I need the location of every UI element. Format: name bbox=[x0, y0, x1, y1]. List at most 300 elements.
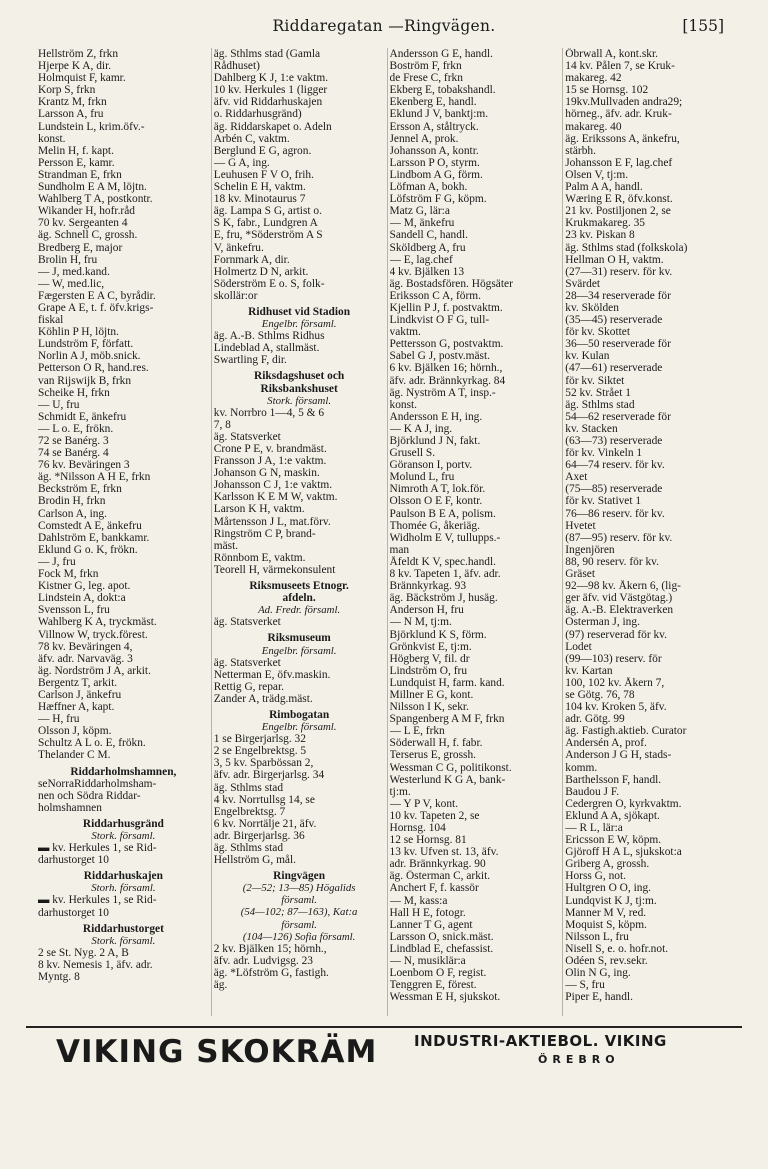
directory-entry: darhustorget 10 bbox=[38, 906, 109, 919]
directory-entry: Köhlin P H, löjtn. bbox=[38, 326, 119, 339]
directory-column-3 bbox=[390, 48, 564, 1016]
directory-entry: Hæffner A, kapt. bbox=[38, 701, 115, 714]
directory-entry: Norlin A J, möb.snick. bbox=[38, 350, 141, 363]
directory-entry: Dahlberg K J, 1:e vaktm. bbox=[213, 72, 329, 85]
directory-entry: Hellström Z, frkn bbox=[38, 48, 119, 60]
directory-entry: Ingenjören bbox=[565, 543, 615, 556]
directory-entry: 2 se St. Nyg. 2 A, B bbox=[38, 946, 129, 959]
directory-entry: Söderström E o. S, folk- bbox=[213, 277, 325, 290]
directory-entry: Nilsson L, fru bbox=[565, 930, 629, 943]
directory-entry: Riddarholmshamnen, bbox=[70, 765, 177, 778]
directory-entry: Anderson H, fru bbox=[389, 604, 464, 617]
directory-entry: äg. Nordström J A, arkit. bbox=[38, 664, 151, 677]
directory-entry: Boström F, frkn bbox=[389, 60, 462, 73]
directory-entry: för kv. Siktet bbox=[565, 374, 625, 387]
directory-entry: adr. Brännkyrkag. 90 bbox=[389, 858, 486, 871]
directory-entry: — J, fru bbox=[38, 555, 76, 568]
directory-entry: för kv. Skottet bbox=[565, 326, 631, 339]
directory-entry: Crone P E, v. brandmäst. bbox=[213, 443, 327, 455]
directory-entry: 13 kv. Ufven st. 13, äfv. bbox=[389, 846, 499, 859]
directory-column-4 bbox=[565, 48, 738, 1016]
directory-entry: Pettersson G, postvaktm. bbox=[389, 338, 504, 351]
directory-entry: Wæring E R, öfv.konst. bbox=[565, 193, 673, 206]
directory-entry: — G A, ing. bbox=[213, 156, 270, 169]
directory-entry: 6 kv. Bjälken 16; hörnh., bbox=[389, 362, 503, 375]
directory-entry: Storh. församl. bbox=[91, 882, 156, 895]
directory-entry: Horss G, not. bbox=[565, 870, 627, 883]
directory-entry: Rimbogatan bbox=[269, 708, 330, 721]
directory-entry: (99—103) reserv. för bbox=[565, 652, 662, 665]
directory-entry: V, änkefru. bbox=[213, 241, 264, 254]
directory-entry: Johanson G N, maskin. bbox=[213, 467, 320, 480]
directory-entry: Johansson E F, lag.chef bbox=[565, 156, 673, 169]
directory-entry: o. Riddarhusgränd) bbox=[213, 108, 302, 121]
directory-entry: Teorell H, värmekonsulent bbox=[213, 563, 336, 576]
directory-entry: 88, 90 reserv. för kv. bbox=[565, 555, 659, 568]
directory-entry: Fornmark A, dir. bbox=[213, 253, 290, 266]
ad-brand: VIKING SKOKRÄM bbox=[56, 1034, 378, 1070]
directory-entry: Scheike H, frkn bbox=[38, 386, 110, 399]
directory-entry: Hvetet bbox=[565, 519, 596, 532]
directory-entry: holmshamnen bbox=[38, 801, 102, 814]
directory-entry: Lindström O, fru bbox=[389, 664, 468, 677]
directory-entry: äg. Nyström A T, insp.- bbox=[389, 386, 496, 399]
directory-entry: äg. Sthlms stad (Gamla bbox=[213, 48, 321, 60]
directory-columns bbox=[38, 48, 738, 1016]
directory-entry: Axet bbox=[565, 471, 588, 484]
directory-entry: — E, lag.chef bbox=[389, 253, 453, 266]
directory-entry: nen och Södra Riddar- bbox=[38, 789, 141, 802]
directory-entry: Lindblad E, chefassist. bbox=[389, 942, 494, 955]
advertisement-banner bbox=[26, 1026, 742, 1078]
directory-entry: 23 kv. Piskan 8 bbox=[565, 229, 635, 242]
directory-entry: ▬ kv. Herkules 1, se Rid- bbox=[38, 894, 157, 907]
directory-entry: Ericsson E W, köpm. bbox=[565, 834, 662, 847]
directory-entry: Lindeblad A, stallmäst. bbox=[213, 342, 320, 355]
directory-entry: Carlson J, änkefru bbox=[38, 688, 122, 701]
directory-entry: äg. A.-B. Elektraverken bbox=[565, 604, 674, 617]
directory-entry: äfv. adr. Narvaväg. 3 bbox=[38, 652, 133, 665]
page-title: Riddaregatan —Ringvägen. bbox=[272, 17, 496, 35]
directory-entry: Björklund J N, fakt. bbox=[389, 435, 481, 447]
directory-entry: 54—62 reserverade för bbox=[565, 410, 671, 423]
directory-entry: äg. bbox=[213, 979, 228, 992]
directory-entry: äg. Österman C, arkit. bbox=[389, 870, 491, 883]
directory-entry: Wessman E H, sjukskot. bbox=[389, 991, 501, 1004]
directory-entry: för kv. Stativet 1 bbox=[565, 495, 642, 508]
directory-entry: Sköldberg A, fru bbox=[389, 241, 466, 254]
directory-entry: 64—74 reserv. för kv. bbox=[565, 459, 665, 472]
directory-entry: stärbh. bbox=[565, 144, 596, 157]
directory-entry: ger äfv. vid Västgötag.) bbox=[565, 592, 673, 605]
directory-entry: äg. Sthlms stad bbox=[565, 398, 635, 411]
directory-entry: seNorraRiddarholmsham- bbox=[38, 777, 157, 790]
directory-entry: E, fru, *Söderström A S bbox=[213, 229, 323, 242]
directory-entry: Westerlund K G A, bank- bbox=[389, 773, 506, 786]
directory-entry: äg. *Nilsson A H E, frkn bbox=[38, 471, 151, 484]
directory-entry: 72 se Banérg. 3 bbox=[38, 435, 109, 447]
directory-entry: Lindkvist O F G, tull- bbox=[389, 314, 490, 327]
directory-entry: — L E, frkn bbox=[389, 725, 445, 738]
directory-entry: 8 kv. Tapeten 1, äfv. adr. bbox=[389, 568, 501, 581]
directory-entry: — W, med.lic, bbox=[38, 277, 105, 290]
directory-entry: församl. bbox=[281, 894, 317, 907]
directory-entry: Rådhuset) bbox=[213, 60, 260, 73]
directory-entry: (97) reserverad för kv. bbox=[565, 628, 667, 641]
directory-entry: komm. bbox=[565, 761, 598, 774]
directory-entry: Spangenberg A M F, frkn bbox=[389, 713, 505, 726]
directory-entry: kv. Kulan bbox=[565, 350, 610, 363]
directory-entry: 28—34 reserverade för bbox=[565, 289, 671, 302]
directory-entry: Krantz M, frkn bbox=[38, 96, 107, 109]
directory-entry: äg. Schnell C, grossh. bbox=[38, 229, 138, 242]
directory-entry: (75—85) reserverade bbox=[565, 483, 663, 496]
directory-entry: kv. Stacken bbox=[565, 422, 618, 435]
directory-entry: Riddarhustorget bbox=[82, 922, 164, 935]
directory-entry: 92—98 kv. Åkern 6, (lig- bbox=[565, 580, 681, 593]
directory-entry: Hornsg. 104 bbox=[389, 822, 446, 834]
directory-entry: Olsson J, köpm. bbox=[38, 725, 112, 738]
directory-entry: Björklund K S, förm. bbox=[389, 628, 487, 641]
directory-entry: Söderwall H, f. fabr. bbox=[389, 737, 483, 750]
directory-entry: 15 se Hornsg. 102 bbox=[565, 84, 649, 97]
directory-entry: S K, fabr., Lundgren A bbox=[213, 217, 318, 230]
directory-entry: (87—95) reserv. för kv. bbox=[565, 531, 673, 544]
directory-entry: äg. Sthlms stad (folkskola) bbox=[565, 241, 688, 254]
directory-entry: Grape A E, t. f. öfv.krigs- bbox=[38, 301, 154, 314]
directory-entry: Larson K H, vaktm. bbox=[213, 503, 305, 516]
directory-entry: se Götg. 76, 78 bbox=[565, 688, 635, 701]
directory-entry: Moquist S, köpm. bbox=[565, 918, 647, 931]
directory-entry: (35—45) reserverade bbox=[565, 314, 663, 327]
directory-entry: Löfström F G, köpm. bbox=[389, 193, 487, 206]
directory-entry: Anchert F, f. kassör bbox=[389, 882, 479, 895]
directory-entry: 18 kv. Minotaurus 7 bbox=[213, 193, 306, 206]
directory-entry: Griberg A, grossh. bbox=[565, 858, 650, 871]
directory-entry: Matz G, lär:a bbox=[389, 205, 450, 218]
directory-entry: Lundström F, författ. bbox=[38, 338, 134, 351]
directory-entry: ▬ kv. Herkules 1, se Rid- bbox=[38, 842, 157, 855]
page-header bbox=[0, 14, 768, 40]
directory-entry: (27—31) reserv. för kv. bbox=[565, 265, 673, 278]
directory-entry: Wahlberg K A, tryckmäst. bbox=[38, 616, 157, 629]
directory-entry: Lundqvist K J, tj:m. bbox=[565, 894, 657, 907]
directory-entry: Eriksson C A, förm. bbox=[389, 289, 481, 302]
directory-entry: Lundquist H, farm. kand. bbox=[389, 676, 505, 689]
directory-entry: (104—126) Sofia församl. bbox=[242, 930, 356, 943]
directory-entry: konst. bbox=[38, 132, 66, 145]
directory-entry: fiskal bbox=[38, 314, 64, 327]
directory-entry: Riksbankshuset bbox=[260, 382, 338, 395]
directory-entry: 70 kv. Sergeanten 4 bbox=[38, 217, 128, 230]
directory-entry: äg. Statsverket bbox=[213, 656, 281, 669]
directory-entry: Ersson A, ståltryck. bbox=[389, 120, 479, 133]
directory-entry: (47—61) reserverade bbox=[565, 362, 663, 375]
directory-entry: Brodin H, frkn bbox=[38, 495, 106, 508]
directory-entry: äg. Bostadsfören. Högsäter bbox=[389, 277, 513, 290]
directory-entry: Nisell S, e. o. hofr.not. bbox=[565, 942, 669, 955]
directory-entry: Andersson G E, handl. bbox=[389, 48, 493, 60]
directory-entry: Lanner T G, agent bbox=[389, 918, 473, 931]
directory-entry: Zander A, trädg.mäst. bbox=[213, 692, 313, 705]
directory-entry: Comstedt A E, änkefru bbox=[38, 519, 142, 532]
directory-entry: — L o. E, frökn. bbox=[38, 422, 114, 435]
directory-entry: Schultz A L o. E, frökn. bbox=[38, 737, 146, 750]
directory-entry: man bbox=[389, 543, 410, 556]
directory-entry: 7, 8 bbox=[213, 418, 231, 431]
directory-entry: Ridhuset vid Stadion bbox=[248, 305, 351, 318]
directory-entry: Grusell S. bbox=[389, 447, 436, 460]
directory-entry: Rettig G, repar. bbox=[213, 680, 284, 693]
directory-entry: Anderson J G H, stads- bbox=[565, 749, 672, 762]
directory-entry: Kjellin P J, f. postvaktm. bbox=[389, 301, 503, 314]
directory-entry: — M, kass:a bbox=[389, 894, 448, 907]
directory-entry: Eklund G o. K, frökn. bbox=[38, 543, 138, 556]
directory-entry: Carlson A, ing. bbox=[38, 507, 107, 520]
directory-entry: Hall H E, fotogr. bbox=[389, 906, 466, 919]
directory-entry: afdeln. bbox=[282, 592, 316, 605]
directory-entry: 2 se Engelbrektsg. 5 bbox=[213, 745, 307, 758]
directory-entry: Olsson O E F, kontr. bbox=[389, 495, 483, 508]
directory-entry: Olin N G, ing. bbox=[565, 967, 631, 980]
directory-entry: äfv. vid Riddarhuskajen bbox=[213, 96, 323, 109]
directory-entry: — H, fru bbox=[38, 713, 80, 726]
directory-entry: Wikander H, hofr.råd bbox=[38, 205, 135, 218]
directory-entry: Larsson P O, styrm. bbox=[389, 156, 480, 169]
directory-entry: Thomée G, åkeriäg. bbox=[389, 519, 480, 532]
directory-entry: Holmquist F, kamr. bbox=[38, 72, 126, 85]
directory-entry: Paulson B E A, polism. bbox=[389, 507, 496, 520]
directory-entry: Göranson I, portv. bbox=[389, 459, 473, 472]
directory-entry: Stork. församl. bbox=[91, 830, 156, 842]
directory-entry: Svärdet bbox=[565, 277, 601, 290]
directory-entry: kv. Norrbro 1—4, 5 & 6 bbox=[213, 406, 325, 419]
directory-entry: Engelbr. församl. bbox=[261, 644, 337, 657]
directory-entry: Johansson C J, 1:e vaktm. bbox=[213, 479, 333, 492]
directory-entry: äg. Statsverket bbox=[213, 616, 281, 629]
directory-entry: de Frese C, frkn bbox=[389, 72, 463, 85]
directory-entry: äfv. adr. Ludvigsg. 23 bbox=[213, 954, 313, 967]
directory-entry: 6 kv. Norrtälje 21, äfv. bbox=[213, 817, 317, 830]
directory-entry: darhustorget 10 bbox=[38, 854, 109, 867]
ad-company: INDUSTRI-AKTIEBOL. VIKING bbox=[414, 1032, 667, 1050]
directory-entry: 78 kv. Beväringen 4, bbox=[38, 640, 133, 653]
directory-entry: Sandell C, handl. bbox=[389, 229, 468, 242]
directory-entry: Gjöroff H A L, sjukskot:a bbox=[565, 846, 682, 859]
directory-entry: Andersson E H, ing. bbox=[389, 410, 483, 423]
directory-entry: Eklund J V, banktj:m. bbox=[389, 108, 489, 121]
directory-entry: 2 kv. Bjälken 15; hörnh., bbox=[213, 942, 327, 955]
directory-entry: 12 se Hornsg. 81 bbox=[389, 834, 467, 847]
directory-entry: Engelbr. församl. bbox=[261, 721, 337, 734]
directory-entry: Petterson O R, hand.res. bbox=[38, 362, 149, 375]
directory-entry: vaktm. bbox=[389, 326, 421, 339]
directory-entry: — R L, lär:a bbox=[565, 822, 623, 834]
directory-entry: Dahlström E, bankkamr. bbox=[38, 531, 150, 544]
directory-entry: Löfman A, bokh. bbox=[389, 181, 468, 194]
directory-entry: 14 kv. Pålen 7, se Kruk- bbox=[565, 60, 675, 73]
directory-entry: Sabel G J, postv.mäst. bbox=[389, 350, 491, 363]
directory-entry: Hellman O H, vaktm. bbox=[565, 253, 664, 266]
directory-entry: Hellström G, mål. bbox=[213, 854, 297, 867]
directory-entry: Olsen V, tj:m. bbox=[565, 168, 629, 181]
directory-entry: Krukmakareg. 35 bbox=[565, 217, 645, 230]
directory-entry: Rönnbom E, vaktm. bbox=[213, 551, 306, 564]
directory-entry: — J, med.kand. bbox=[38, 265, 110, 278]
directory-entry: Larsson O, snick.mäst. bbox=[389, 930, 494, 943]
directory-entry: äg. A.-B. Sthlms Ridhus bbox=[213, 330, 325, 343]
directory-entry: Arbén C, vaktm. bbox=[213, 132, 290, 145]
directory-entry: Brännkyrkag. 93 bbox=[389, 580, 467, 593]
directory-entry: Myntg. 8 bbox=[38, 971, 80, 984]
directory-entry: Wessman C G, politikonst. bbox=[389, 761, 512, 774]
directory-entry: 36—50 reserverade för bbox=[565, 338, 671, 351]
directory-entry: Ringström C P, brand- bbox=[213, 527, 316, 540]
directory-entry: 104 kv. Kroken 5, äfv. bbox=[565, 701, 667, 714]
directory-entry: Mårtensson J L, mat.förv. bbox=[213, 515, 331, 528]
directory-entry: skollär:or bbox=[213, 289, 258, 302]
directory-entry: Lundstein L, krim.öfv.- bbox=[38, 120, 145, 133]
directory-entry: Schelin E H, vaktm. bbox=[213, 181, 306, 194]
directory-entry: (54—102; 87—163), Kat:a bbox=[240, 906, 358, 919]
directory-entry: Molund L, fru bbox=[389, 471, 455, 484]
directory-entry: Netterman E, öfv.maskin. bbox=[213, 668, 331, 681]
directory-entry: för kv. Vinkeln 1 bbox=[565, 447, 643, 460]
directory-entry: hörneg., äfv. adr. Kruk- bbox=[565, 108, 672, 121]
directory-entry: Nimroth A T, lok.för. bbox=[389, 483, 486, 496]
directory-entry: konst. bbox=[389, 398, 418, 411]
directory-entry: Melin H, f. kapt. bbox=[38, 144, 114, 157]
directory-entry: Terserus E, grossh. bbox=[389, 749, 477, 762]
directory-entry: Lodet bbox=[565, 640, 592, 653]
directory-entry: — N, musiklär:a bbox=[389, 955, 466, 968]
directory-entry: 1 se Birgerjarlsg. 32 bbox=[213, 733, 306, 746]
directory-entry: makareg. 42 bbox=[565, 72, 622, 85]
directory-entry: Ad. Fredr. församl. bbox=[258, 604, 341, 617]
directory-entry: Holmertz D N, arkit. bbox=[213, 265, 309, 278]
directory-entry: äg. Fastigh.aktieb. Curator bbox=[565, 725, 687, 738]
directory-entry: Stork. församl. bbox=[91, 934, 156, 947]
directory-entry: Villnow W, tryck.förest. bbox=[38, 628, 148, 641]
directory-entry: Hultgren O O, ing. bbox=[565, 882, 651, 895]
directory-entry: 19kv.Mullvaden andra29; bbox=[565, 96, 683, 109]
directory-entry: Hjerpe K A, dir. bbox=[38, 60, 112, 73]
directory-entry: äg. Lampa S G, artist o. bbox=[213, 205, 322, 218]
directory-entry: Riksmuseets Etnogr. bbox=[249, 580, 349, 593]
directory-entry: Lindstein A, dokt:a bbox=[38, 592, 126, 605]
directory-entry: Osterman J, ing. bbox=[565, 616, 640, 629]
directory-entry: äfv. adr. Brännkyrkag. 84 bbox=[389, 374, 506, 387]
directory-entry: äg. Bäckström J, husäg. bbox=[389, 592, 498, 605]
directory-entry: Persson E, kamr. bbox=[38, 156, 115, 169]
directory-entry: kv. Skölden bbox=[565, 301, 619, 314]
directory-entry: Piper E, handl. bbox=[565, 991, 633, 1004]
directory-entry: Widholm E V, tullupps.- bbox=[389, 531, 501, 544]
directory-entry: Ekberg E, tobakshandl. bbox=[389, 84, 496, 97]
directory-entry: Millner E G, kont. bbox=[389, 688, 474, 701]
directory-entry: Loenbom O F, regist. bbox=[389, 967, 487, 980]
directory-entry: Schmidt E, änkefru bbox=[38, 410, 127, 423]
directory-entry: Odéen S, rev.sekr. bbox=[565, 955, 648, 968]
directory-entry: Sundholm E A M, löjtn. bbox=[38, 181, 147, 194]
directory-entry: Barthelsson F, handl. bbox=[565, 773, 662, 786]
ad-city: ÖREBRO bbox=[538, 1053, 620, 1066]
directory-entry: — K A J, ing. bbox=[389, 422, 453, 435]
directory-entry: 52 kv. Strået 1 bbox=[565, 386, 631, 399]
directory-entry: Bredberg E, major bbox=[38, 241, 123, 254]
directory-entry: Palm A A, handl. bbox=[565, 181, 643, 194]
directory-entry: Swartling F, dir. bbox=[213, 354, 287, 367]
directory-entry: äfv. adr. Birgerjarlsg. 34 bbox=[213, 769, 325, 782]
directory-entry: — Y P V, kont. bbox=[389, 797, 459, 810]
directory-entry: Fransson J A, 1:e vaktm. bbox=[213, 455, 327, 468]
directory-entry: 76—86 reserv. för kv. bbox=[565, 507, 665, 520]
directory-entry: församl. bbox=[281, 918, 317, 931]
directory-entry: Tenggren E, förest. bbox=[389, 979, 477, 992]
directory-column-1 bbox=[38, 48, 212, 1016]
directory-entry: mäst. bbox=[213, 539, 239, 552]
directory-entry: Beckström E, frkn bbox=[38, 483, 122, 496]
directory-entry: Wahlberg T A, postkontr. bbox=[38, 193, 153, 206]
directory-entry: Stork. församl. bbox=[267, 394, 332, 407]
directory-entry: 4 kv. Norrtullsg 14, se bbox=[213, 793, 315, 806]
directory-entry: Jennel A, prok. bbox=[389, 132, 459, 145]
directory-entry: tj:m. bbox=[389, 785, 411, 798]
directory-entry: Riddarhusgränd bbox=[82, 817, 164, 830]
directory-entry: Leuhusen F V O, frih. bbox=[213, 168, 314, 181]
directory-entry: Bergentz T, arkit. bbox=[38, 676, 118, 689]
directory-entry: — N M, tj:m. bbox=[389, 616, 452, 629]
directory-entry: Karlsson K E M W, vaktm. bbox=[213, 491, 338, 504]
directory-entry: Kistner G, leg. apot. bbox=[38, 580, 131, 593]
directory-entry: Thelander C M. bbox=[38, 749, 111, 762]
directory-entry: Ringvägen bbox=[273, 870, 326, 883]
directory-entry: 21 kv. Postiljonen 2, se bbox=[565, 205, 671, 218]
directory-entry: Berglund E G, agron. bbox=[213, 144, 312, 157]
directory-entry: Riksmuseum bbox=[267, 632, 331, 645]
directory-entry: Larsson A, fru bbox=[38, 108, 104, 121]
directory-entry: 10 kv. Herkules 1 (ligger bbox=[213, 84, 328, 97]
directory-entry: 100, 102 kv. Åkern 7, bbox=[565, 676, 665, 689]
directory-entry: Engelbr. församl. bbox=[261, 318, 337, 331]
directory-entry: Andersén A, prof. bbox=[565, 737, 647, 750]
directory-entry: Fock M, frkn bbox=[38, 568, 99, 581]
directory-entry: Högberg V, fil. dr bbox=[389, 652, 470, 665]
directory-entry: 8 kv. Nemesis 1, äfv. adr. bbox=[38, 958, 153, 971]
directory-entry: Brolin H, fru bbox=[38, 253, 98, 266]
directory-entry: Lindbom A G, förm. bbox=[389, 168, 483, 181]
directory-column-2 bbox=[214, 48, 388, 1016]
directory-entry: adr. Birgerjarlsg. 36 bbox=[213, 829, 305, 842]
directory-entry: äg. Erikssons A, änkefru, bbox=[565, 132, 680, 145]
directory-entry: Johansson A, kontr. bbox=[389, 144, 479, 157]
directory-entry: (63—73) reserverade bbox=[565, 435, 663, 447]
directory-entry: makareg. 40 bbox=[565, 120, 622, 133]
directory-entry: — S, fru bbox=[565, 979, 605, 992]
directory-entry: äg. Sthlms stad bbox=[213, 842, 284, 854]
directory-entry: Grönkvist E, tj:m. bbox=[389, 640, 472, 653]
directory-entry: Åfeldt K V, spec.handl. bbox=[389, 555, 497, 568]
directory-entry: 74 se Banérg. 4 bbox=[38, 447, 109, 460]
directory-entry: Manner M V, red. bbox=[565, 906, 647, 919]
directory-entry: 4 kv. Bjälken 13 bbox=[389, 265, 465, 278]
directory-entry: äg. Statsverket bbox=[213, 430, 281, 443]
directory-entry: Svensson L, fru bbox=[38, 604, 110, 617]
directory-entry: adr. Götg. 99 bbox=[565, 713, 625, 726]
directory-entry: äg. Sthlms stad bbox=[213, 781, 284, 794]
directory-entry: 3, 5 kv. Sparbössan 2, bbox=[213, 757, 314, 770]
directory-entry: Korp S, frkn bbox=[38, 84, 96, 97]
